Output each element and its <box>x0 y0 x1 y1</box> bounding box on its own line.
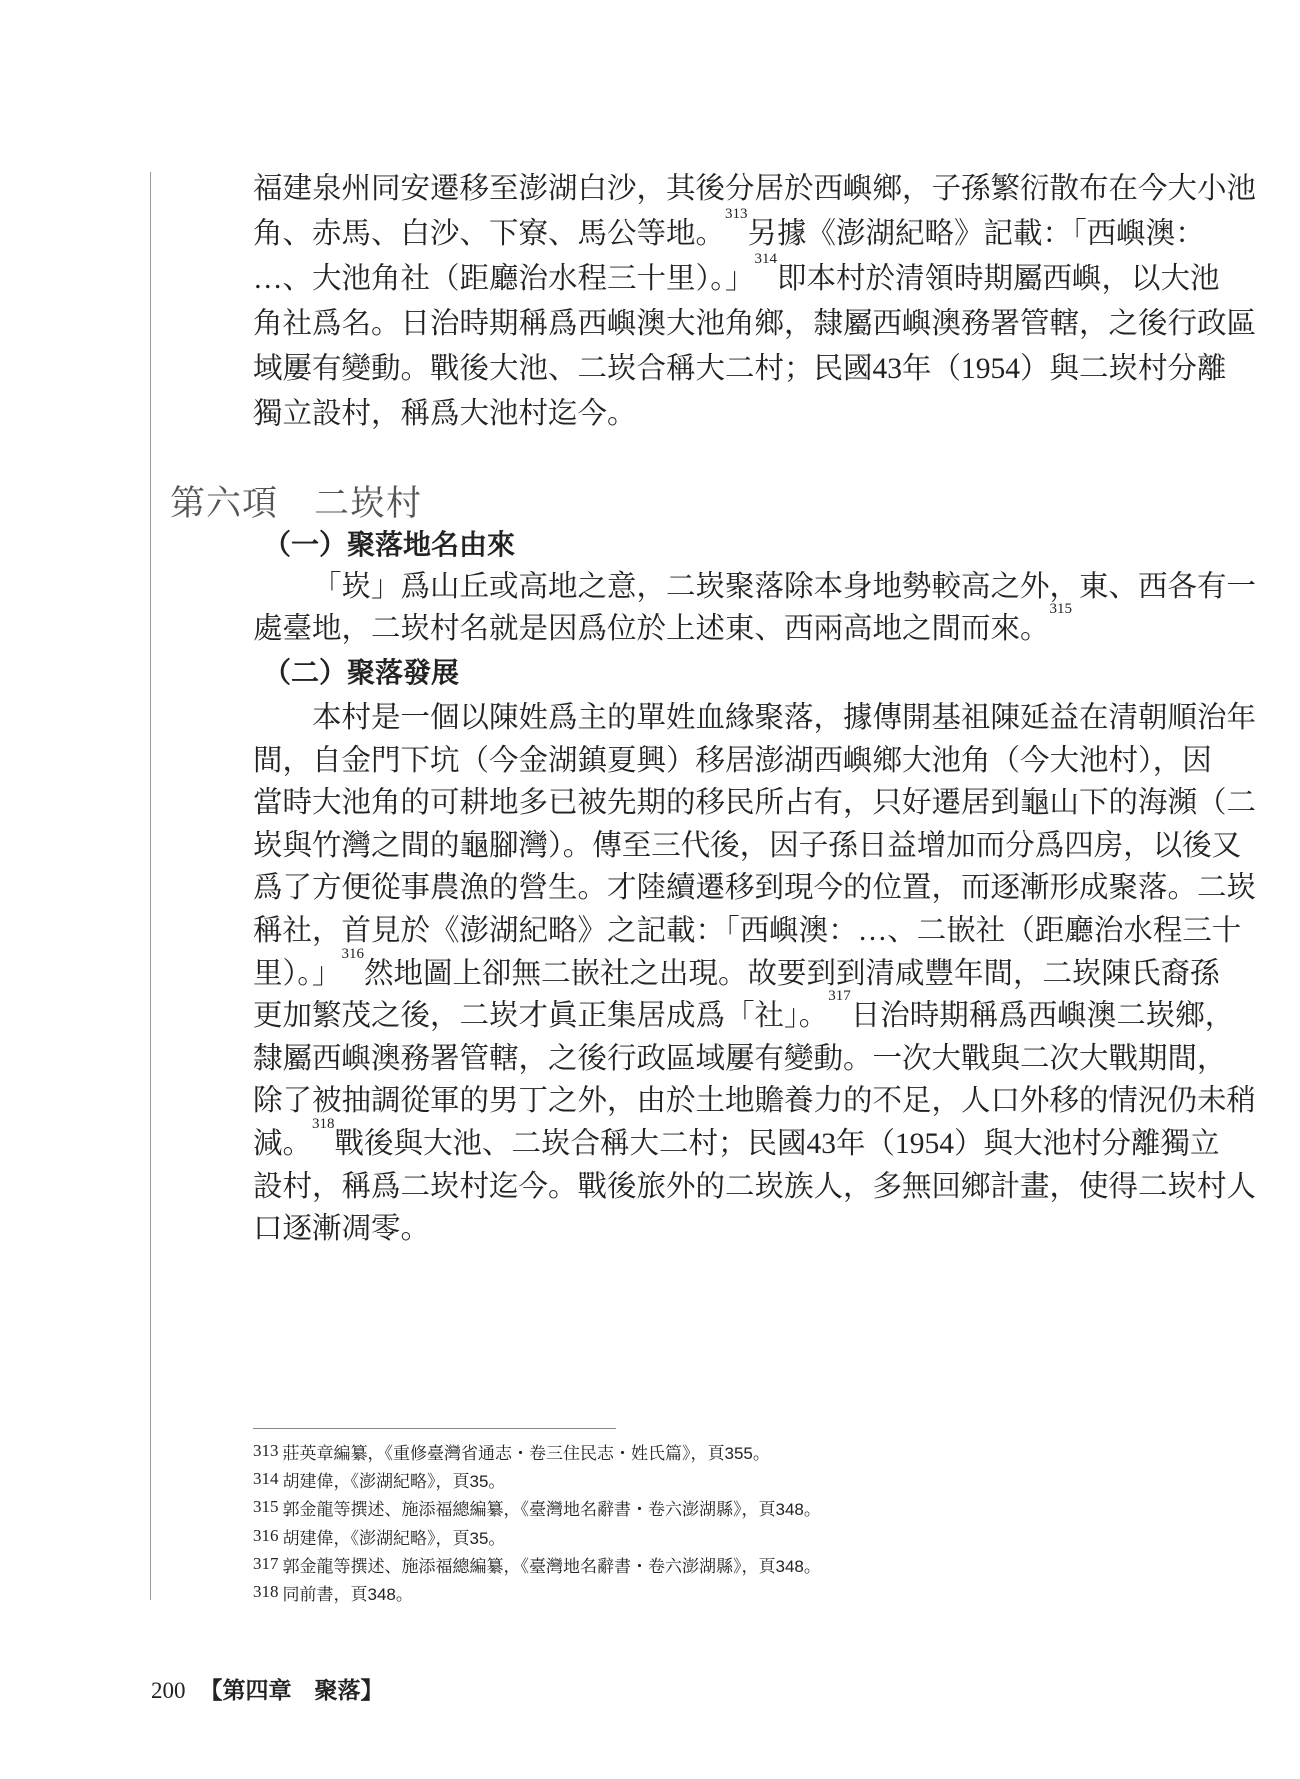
text-segment: 減。 <box>253 1128 313 1160</box>
text-segment: 設村，稱爲二崁村迄今。戰後旅外的二崁族人，多無回鄉計畫，使得二崁村人 <box>253 1170 1257 1203</box>
footnote-number: 317 <box>253 1553 279 1573</box>
text-line <box>253 348 1227 391</box>
text-line <box>253 601 1130 651</box>
text-line <box>253 740 1212 783</box>
text-line <box>253 251 1220 301</box>
text-segment: 另據《澎湖紀略》記載：「西嶼澳： <box>747 218 1205 250</box>
footnote-separator <box>253 1428 616 1429</box>
text-segment: 然地圖上卻無二嵌社之出現。故要到到清咸豐年間，二崁陳氏裔孫 <box>364 957 1220 990</box>
footnote-ref[interactable]: 313 <box>725 206 748 222</box>
footnote <box>253 1471 505 1493</box>
page-number: 200 <box>151 1678 186 1703</box>
text-segment: …、大池角社（距廳治水程三十里）。」 <box>253 263 755 295</box>
text-segment: 間，自金門下坑（今金湖鎮夏興）移居澎湖西嶼鄉大池角（今大池村），因 <box>253 744 1212 777</box>
footnote-ref[interactable]: 314 <box>754 251 778 267</box>
text-segment: 隸屬西嶼澳務署管轄，之後行政區域屢有變動。一次大戰與二次大戰期間， <box>253 1042 1227 1075</box>
footnote-text: 郭金龍等撰述、施添福總編纂，《臺灣地名辭書・卷六澎湖縣》，頁348。 <box>282 1556 821 1576</box>
text-line <box>253 206 1205 256</box>
text-line <box>253 1208 1130 1251</box>
text-line <box>253 393 1130 436</box>
text-segment: 除了被抽調從軍的男丁之外，由於土地贍養力的不足，人口外移的情況仍未稍 <box>253 1085 1257 1118</box>
text-segment: 角、赤馬、白沙、下寮、馬公等地。 <box>253 218 726 250</box>
footnote-number: 318 <box>253 1582 279 1601</box>
footnote-ref[interactable]: 317 <box>828 988 851 1005</box>
text-line <box>253 825 1242 868</box>
text-line <box>253 1038 1227 1081</box>
text-segment: 即本村於清領時期屬西嶼，以大池 <box>777 263 1220 295</box>
section-heading: 第六項 二崁村 <box>170 484 423 523</box>
footnote <box>253 1584 413 1606</box>
text-segment: 當時大池角的可耕地多已被先期的移民所占有，只好遷居到龜山下的海瀕（二 <box>253 787 1257 820</box>
text-segment: 更加繁茂之後，二崁才眞正集居成爲「社」。 <box>253 1000 829 1033</box>
footnote <box>253 1525 506 1550</box>
footnote-text: 胡建偉，《澎湖紀略》，頁35。 <box>282 1472 506 1492</box>
footnote <box>253 1443 770 1465</box>
text-line <box>253 566 1257 609</box>
footnote-number: 314 <box>253 1469 279 1489</box>
text-line <box>253 697 1257 740</box>
text-line <box>253 782 1257 825</box>
text-segment: 本村是一個以陳姓爲主的單姓血緣聚落，據傳開基祖陳延益在清朝順治年 <box>312 702 1257 734</box>
footnote-text: 郭金龍等撰述、施添福總編纂，《臺灣地名辭書・卷六澎湖縣》，頁348。 <box>282 1500 821 1520</box>
text-line <box>253 1166 1257 1209</box>
text-segment: 處臺地，二崁村名就是因爲位於上述東、西兩高地之間而來。 <box>253 613 1050 645</box>
text-segment: 崁與竹灣之間的龜腳灣）。傳至三代後，因子孫日益增加而分爲四房，以後又 <box>253 829 1242 862</box>
text-line <box>253 303 1257 346</box>
text-line <box>253 1116 1220 1166</box>
text-segment: 域屢有變動。戰後大池、二崁合稱大二村；民國43年（1954）與二崁村分離 <box>253 353 1227 385</box>
subsection-heading-1: （一）聚落地名由來 <box>263 530 516 561</box>
footnote-ref[interactable]: 315 <box>1049 601 1073 617</box>
text-segment: 戰後與大池、二崁合稱大二村；民國43年（1954）與大池村分離獨立 <box>334 1128 1220 1160</box>
text-line <box>253 168 1257 211</box>
text-segment: 爲了方便從事農漁的營生。才陸續遷移到現今的位置，而逐漸形成聚落。二崁 <box>253 872 1257 905</box>
text-line <box>253 910 1242 953</box>
text-line <box>253 1080 1257 1123</box>
text-segment: 稱社，首見於《澎湖紀略》之記載：「西嶼澳：…、二嵌社（距廳治水程三十 <box>253 915 1242 947</box>
chapter-title: 【第四章 聚落】 <box>199 1678 384 1703</box>
footnote <box>253 1553 821 1578</box>
footnote-text: 胡建偉，《澎湖紀略》，頁35。 <box>282 1528 506 1548</box>
text-segment: 日治時期稱爲西嶼澳二崁鄉， <box>850 1000 1235 1033</box>
margin-rule <box>150 172 151 1600</box>
footnote-text: 莊英章編纂，《重修臺灣省通志・卷三住民志・姓氏篇》，頁355。 <box>282 1444 770 1463</box>
footnote-number: 316 <box>253 1525 279 1545</box>
text-line <box>253 988 1235 1038</box>
text-segment: 「崁」爲山丘或高地之意，二崁聚落除本身地勢較高之外，東、西各有一 <box>312 571 1257 603</box>
footnote-text: 同前書，頁348。 <box>282 1585 413 1604</box>
text-segment: 角社爲名。日治時期稱爲西嶼澳大池角鄉，隸屬西嶼澳務署管轄，之後行政區 <box>253 308 1257 340</box>
footnote-ref[interactable]: 316 <box>341 945 365 962</box>
footnote-number: 315 <box>253 1497 279 1517</box>
text-segment: 口逐漸凋零。 <box>253 1213 431 1246</box>
subsection-heading-2: （二）聚落發展 <box>263 658 460 689</box>
text-segment: 里）。」 <box>253 957 342 990</box>
footnote <box>253 1499 821 1521</box>
footnote-ref[interactable]: 318 <box>312 1116 335 1132</box>
page-footer <box>151 1672 384 1705</box>
text-segment: 獨立設村，稱爲大池村迄今。 <box>253 398 637 430</box>
text-segment: 福建泉州同安遷移至澎湖白沙，其後分居於西嶼鄉，子孫繁衍散布在今大小池 <box>253 173 1257 205</box>
footnote-number: 313 <box>253 1441 279 1460</box>
text-line <box>253 867 1257 910</box>
text-line <box>253 945 1220 996</box>
